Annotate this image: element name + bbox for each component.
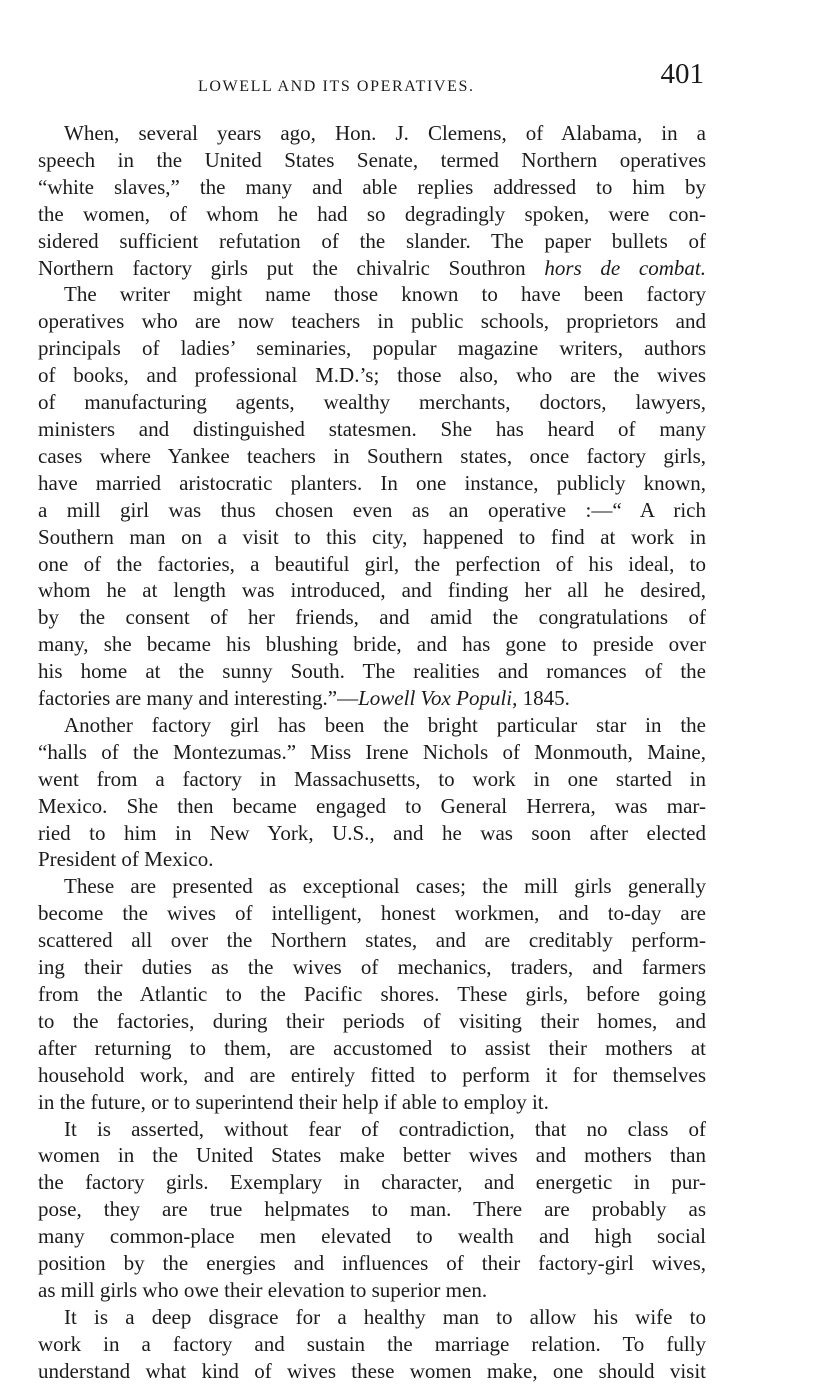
- text-line: ing their duties as the wives of mechanics, traders, and farmers: [38, 955, 706, 980]
- text-fragment: Northern factory girls put the chivalric Southron: [38, 255, 545, 280]
- citation-source: Lowell Vox Populi,: [358, 686, 518, 711]
- page-number: 401: [660, 58, 704, 90]
- text-line: scattered all over the Northern states, and are creditably perform-: [38, 928, 706, 953]
- text-line: “halls of the Montezumas.” Miss Irene Nichols of Monmouth, Maine,: [38, 739, 706, 764]
- text-line: in the future, or to superintend their help if able to employ it.: [38, 1089, 549, 1114]
- text-line: Another factory girl has been the bright particular star in the: [64, 712, 706, 737]
- text-line: principals of ladies’ seminaries, popular magazine writers, authors: [38, 336, 706, 361]
- text-line: “white slaves,” the many and able replies addressed to him by: [38, 174, 706, 199]
- text-line: household work, and are entirely fitted to perform it for themselves: [38, 1062, 706, 1087]
- text-line: his home at the sunny South. The realities and romances of the: [38, 659, 706, 684]
- text-line: speech in the United States Senate, termed Northern operatives: [38, 147, 706, 172]
- paragraph-3: [38, 712, 706, 873]
- text-line: These are presented as exceptional cases; the mill girls generally: [64, 874, 706, 899]
- paragraph-1: [38, 120, 706, 281]
- text-line: operatives who are now teachers in public schools, proprietors and: [38, 309, 706, 334]
- text-line: of books, and professional M.D.’s; those also, who are the wives: [38, 363, 706, 388]
- text-line: sidered sufficient refutation of the slander. The paper bullets of: [38, 228, 706, 253]
- text-line: ministers and distinguished statesmen. She has heard of many: [38, 416, 706, 441]
- italic-phrase: hors de combat.: [544, 255, 706, 280]
- running-head: [38, 58, 706, 98]
- text-line: one of the factories, a beautiful girl, the perfection of his ideal, to: [38, 551, 706, 576]
- text-line: went from a factory in Massachusetts, to work in one started in: [38, 766, 706, 791]
- text-line: become the wives of intelligent, honest workmen, and to-day are: [38, 901, 706, 926]
- text-line: Southern man on a visit to this city, happened to find at work in: [38, 524, 706, 549]
- text-line: of manufacturing agents, wealthy merchants, doctors, lawyers,: [38, 390, 706, 415]
- book-page: [38, 58, 706, 1385]
- text-line: after returning to them, are accustomed to assist their mothers at: [38, 1035, 706, 1060]
- text-line: have married aristocratic planters. In one instance, publicly known,: [38, 470, 706, 495]
- text-line: [38, 255, 706, 282]
- text-line: It is a deep disgrace for a healthy man to allow his wife to: [64, 1304, 706, 1329]
- text-line: cases where Yankee teachers in Southern states, once factory girls,: [38, 443, 706, 468]
- text-line: The writer might name those known to have been factory: [64, 282, 706, 307]
- text-line: the factory girls. Exemplary in character, and energetic in pur-: [38, 1170, 706, 1195]
- paragraph-2: [38, 281, 706, 712]
- text-line: position by the energies and influences of their factory-girl wives,: [38, 1251, 706, 1276]
- text-line: whom he at length was introduced, and finding her all he desired,: [38, 578, 706, 603]
- text-line: from the Atlantic to the Pacific shores. These girls, before going: [38, 982, 706, 1006]
- text-line: Mexico. She then became engaged to General Herrera, was mar-: [38, 793, 706, 818]
- text-line: women in the United States make better wives and mothers than: [38, 1143, 706, 1168]
- text-line: ried to him in New York, U.S., and he was soon after elected: [38, 820, 706, 845]
- paragraph-4: [38, 873, 706, 1115]
- text-line: It is asserted, without fear of contradiction, that no class of: [64, 1116, 706, 1141]
- text-line: understand what kind of wives these women make, one should visit: [38, 1358, 706, 1383]
- text-line: [38, 685, 706, 712]
- body-text: [38, 120, 706, 1385]
- text-line: When, several years ago, Hon. J. Clemens, of Alabama, in a: [64, 121, 706, 145]
- paragraph-5: [38, 1116, 706, 1304]
- text-line: the women, of whom he had so degradingly spoken, were con-: [38, 201, 706, 226]
- text-line: a mill girl was thus chosen even as an operative :—“ A rich: [38, 497, 706, 522]
- text-fragment: factories are many and interesting.”—: [38, 686, 359, 711]
- text-line: work in a factory and sustain the marriage relation. To fully: [38, 1331, 706, 1356]
- text-line: many, she became his blushing bride, and has gone to preside over: [38, 632, 706, 657]
- paragraph-6: [38, 1304, 706, 1385]
- text-line: pose, they are true helpmates to man. There are probably as: [38, 1197, 706, 1222]
- text-line: President of Mexico.: [38, 847, 214, 872]
- text-line: to the factories, during their periods of visiting their homes, and: [38, 1008, 706, 1033]
- citation-year: 1845.: [517, 686, 570, 711]
- text-line: as mill girls who owe their elevation to superior men.: [38, 1277, 488, 1302]
- running-title: LOWELL AND ITS OPERATIVES.: [198, 78, 475, 95]
- text-line: by the consent of her friends, and amid the congratulations of: [38, 605, 706, 630]
- text-line: many common-place men elevated to wealth and high social: [38, 1224, 706, 1249]
